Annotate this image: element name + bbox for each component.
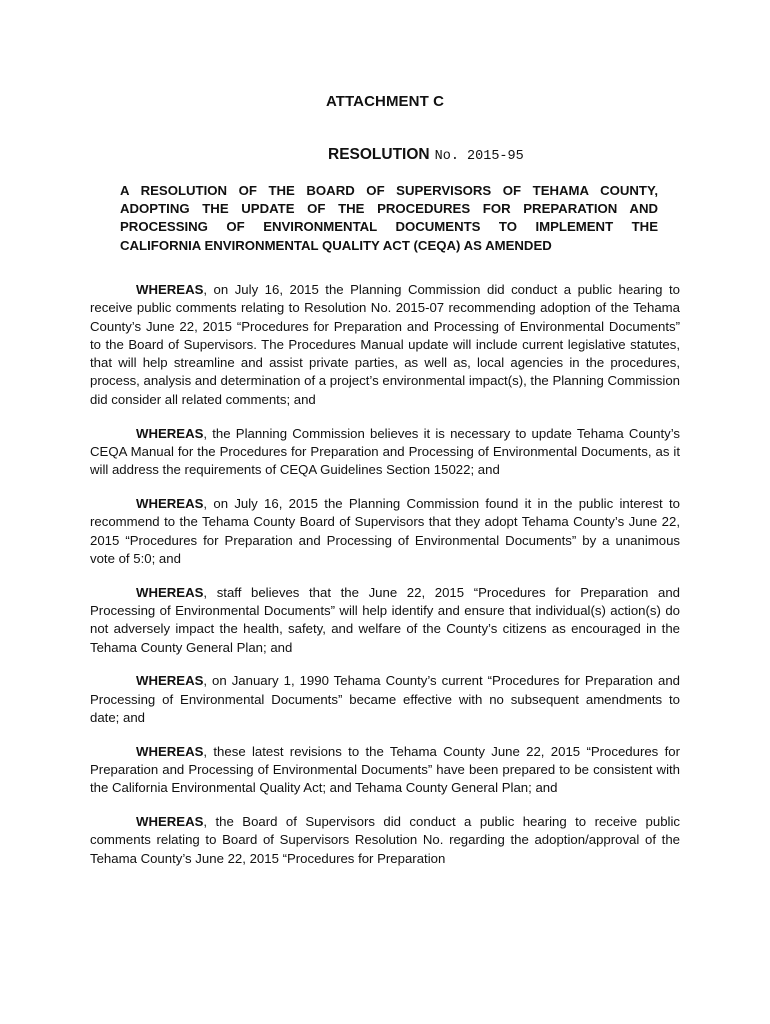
paragraph-text: , on January 1, 1990 Tehama County’s current “Procedures for Preparation and Processing of Environmental Documents” became effective with no subsequent amendments to date; and bbox=[90, 673, 680, 725]
paragraph-text: , the Planning Commission believes it is necessary to update Tehama County’s CEQA Manual for the Procedures for Preparation and Processing of Environmental Documents, as it will address the requirements of CEQA Guidelines Section 15022; and bbox=[90, 425, 680, 478]
whereas-keyword: WHEREAS bbox=[136, 495, 204, 511]
whereas-paragraph bbox=[90, 743, 680, 798]
whereas-keyword: WHEREAS bbox=[136, 282, 204, 297]
paragraph-text: , these latest revisions to the Tehama County June 22, 2015 “Procedures for Preparation and Processing of Environmental Documents” have been prepared to be consistent with the California Environmental Quality Act; and Tehama County General Plan; and bbox=[90, 743, 680, 796]
whereas-paragraph bbox=[90, 425, 680, 480]
whereas-paragraph bbox=[90, 813, 680, 868]
whereas-keyword: WHEREAS bbox=[136, 743, 204, 759]
whereas-paragraph bbox=[90, 495, 680, 568]
whereas-paragraph bbox=[90, 281, 680, 409]
resolution-caption bbox=[120, 182, 658, 255]
attachment-title: ATTACHMENT C bbox=[325, 93, 445, 110]
resolution-body bbox=[90, 281, 680, 884]
whereas-keyword: WHEREAS bbox=[136, 673, 204, 689]
whereas-keyword: WHEREAS bbox=[136, 814, 204, 830]
caption-line: ADOPTING THE UPDATE OF THE PROCEDURES FOR PREPARATION AND bbox=[120, 201, 658, 217]
whereas-keyword: WHEREAS bbox=[136, 584, 204, 600]
whereas-paragraph bbox=[90, 672, 680, 727]
caption-line: A RESOLUTION OF THE BOARD OF SUPERVISORS OF TEHAMA COUNTY, bbox=[120, 183, 658, 198]
resolution-heading bbox=[328, 146, 524, 164]
whereas-paragraph bbox=[90, 584, 680, 657]
paragraph-text: , on July 16, 2015 the Planning Commission found it in the public interest to recommend to the Tehama County Board of Supervisors that they adopt Tehama County’s June 22, 2015 “Procedures for Preparation and Processing of Environmental Documents” by a unanimous vote of 5:0; and bbox=[90, 495, 680, 566]
whereas-keyword: WHEREAS bbox=[136, 425, 204, 441]
paragraph-text: , the Board of Supervisors did conduct a public hearing to receive public comments relating to Board of Supervisors Resolution No. regarding the adoption/approval of the Tehama County’s June 22, 2015 “Procedures for Preparation bbox=[90, 814, 680, 866]
caption-line: CALIFORNIA ENVIRONMENTAL QUALITY ACT (CEQA) AS AMENDED bbox=[120, 237, 552, 253]
resolution-label: RESOLUTION bbox=[328, 146, 430, 163]
paragraph-text: , staff believes that the June 22, 2015 “Procedures for Preparation and Processing of Environmental Documents” will help identify and ensure that individual(s) action(s) do not adversely impact the health, safety, and welfare of the County’s citizens as encouraged in the Tehama County General Plan; and bbox=[90, 584, 680, 655]
resolution-number: No. 2015-95 bbox=[434, 149, 524, 164]
caption-line: PROCESSING OF ENVIRONMENTAL DOCUMENTS TO IMPLEMENT THE bbox=[120, 219, 658, 235]
paragraph-text: , on July 16, 2015 the Planning Commission did conduct a public hearing to receive public comments relating to Resolution No. 2015-07 recommending adoption of the Tehama County’s June 22, 2015 “Procedures for Preparation and Processing of Environmental Documents” to the Board of Supervisors. The Procedures Manual update will include current legislative statutes, that will help streamline and assist private parties, as well as, local agencies in the procedures, process, analysis and determination of a project’s environmental impact(s), the Planning Commission did consider all related comments; and bbox=[90, 282, 680, 407]
